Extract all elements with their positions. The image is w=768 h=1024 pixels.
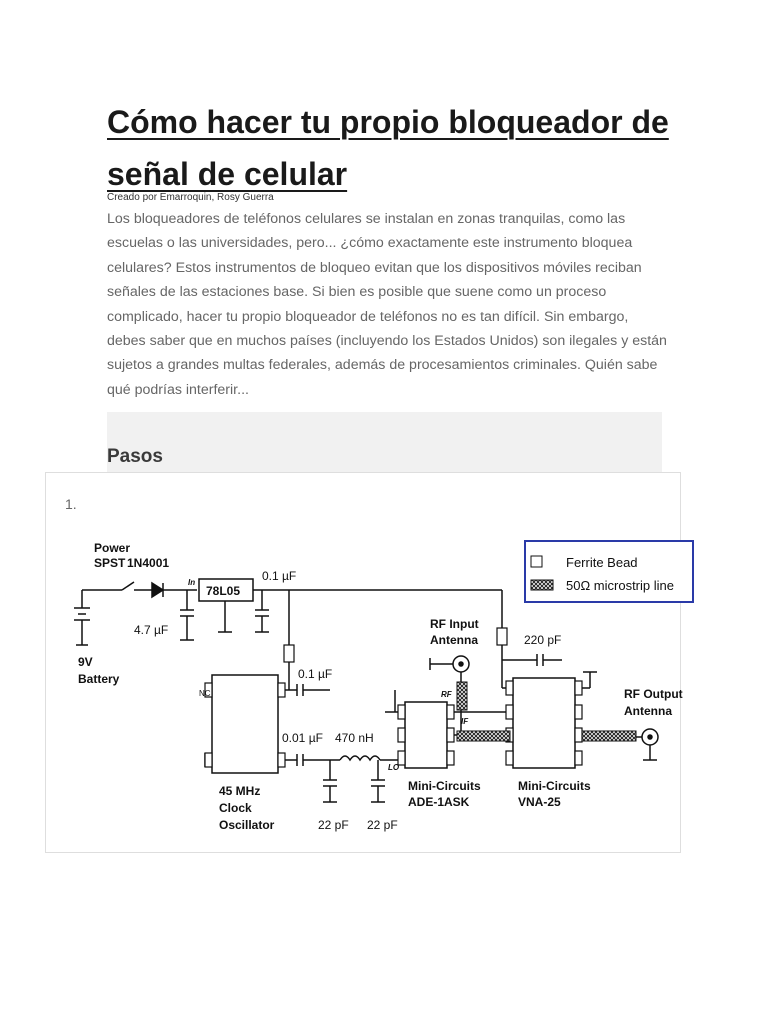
label-mixer-1: Mini-Circuits (408, 779, 481, 793)
label-c-01-top: 0.1 µF (262, 569, 297, 583)
label-rf-output-2: Antenna (624, 704, 672, 718)
label-rf-input-1: RF Input (430, 617, 479, 631)
label-osc-clock: Clock (219, 801, 252, 815)
label-osc-name: Oscillator (219, 818, 275, 832)
label-diode: 1N4001 (127, 556, 170, 570)
author-byline: Creado por Emarroquin, Rosy Guerra (107, 192, 274, 203)
label-amp-1: Mini-Circuits (518, 779, 591, 793)
article-title: Cómo hacer tu propio bloqueador de señal de celular (107, 104, 669, 192)
intro-paragraph: Los bloqueadores de teléfonos celulares se instalan en zonas tranquilas, como las escuelas o las universidades, pero... ¿cómo exactamente este instrumento bloquea celulares? Estos instrumentos de bloqueo evitan que los dispositivos móviles reciban señales de las estaciones base. Si bien es posible que suene como un proceso complicado, hacer tu propio bloqueador de teléfonos no es tan difícil. Sin embargo, debes saber que en muchos países (incluyendo los Estados Unidos) son ilegales y están sujetos a grandes multas federales, además de procesamientos criminales. Quién sabe qué podrías interferir... (107, 211, 667, 398)
steps-heading: Pasos (107, 446, 163, 467)
label-battery-v: 9V (78, 655, 93, 669)
step-number: 1. (65, 496, 77, 512)
label-lo: LO (388, 763, 400, 772)
label-c-01-mid: 0.1 µF (298, 667, 333, 681)
label-rf-output-1: RF Output (624, 687, 683, 701)
steps-header-box (107, 412, 662, 474)
label-regulator: 78L05 (206, 584, 241, 598)
label-battery: Battery (78, 672, 120, 686)
label-osc-freq: 45 MHz (219, 784, 261, 798)
label-c-001: 0.01 µF (282, 731, 323, 745)
label-if: IF (461, 717, 469, 726)
label-c-22b: 22 pF (367, 818, 398, 832)
legend-microstrip: 50Ω microstrip line (566, 578, 674, 593)
label-in: In (188, 578, 196, 587)
label-c-22a: 22 pF (318, 818, 349, 832)
label-c-47: 4.7 µF (134, 623, 169, 637)
label-mixer-2: ADE-1ASK (408, 795, 470, 809)
label-rf-input-2: Antenna (430, 633, 478, 647)
label-spst: SPST (94, 556, 126, 570)
legend-ferrite: Ferrite Bead (566, 555, 638, 570)
label-power: Power (94, 541, 131, 555)
label-rf: RF (441, 690, 452, 699)
circuit-schematic (60, 530, 700, 840)
schematic-legend (525, 541, 693, 602)
label-inductor: 470 nH (335, 731, 374, 745)
label-nc: NC (199, 689, 211, 698)
label-amp-2: VNA-25 (518, 795, 561, 809)
label-c-220: 220 pF (524, 633, 562, 647)
